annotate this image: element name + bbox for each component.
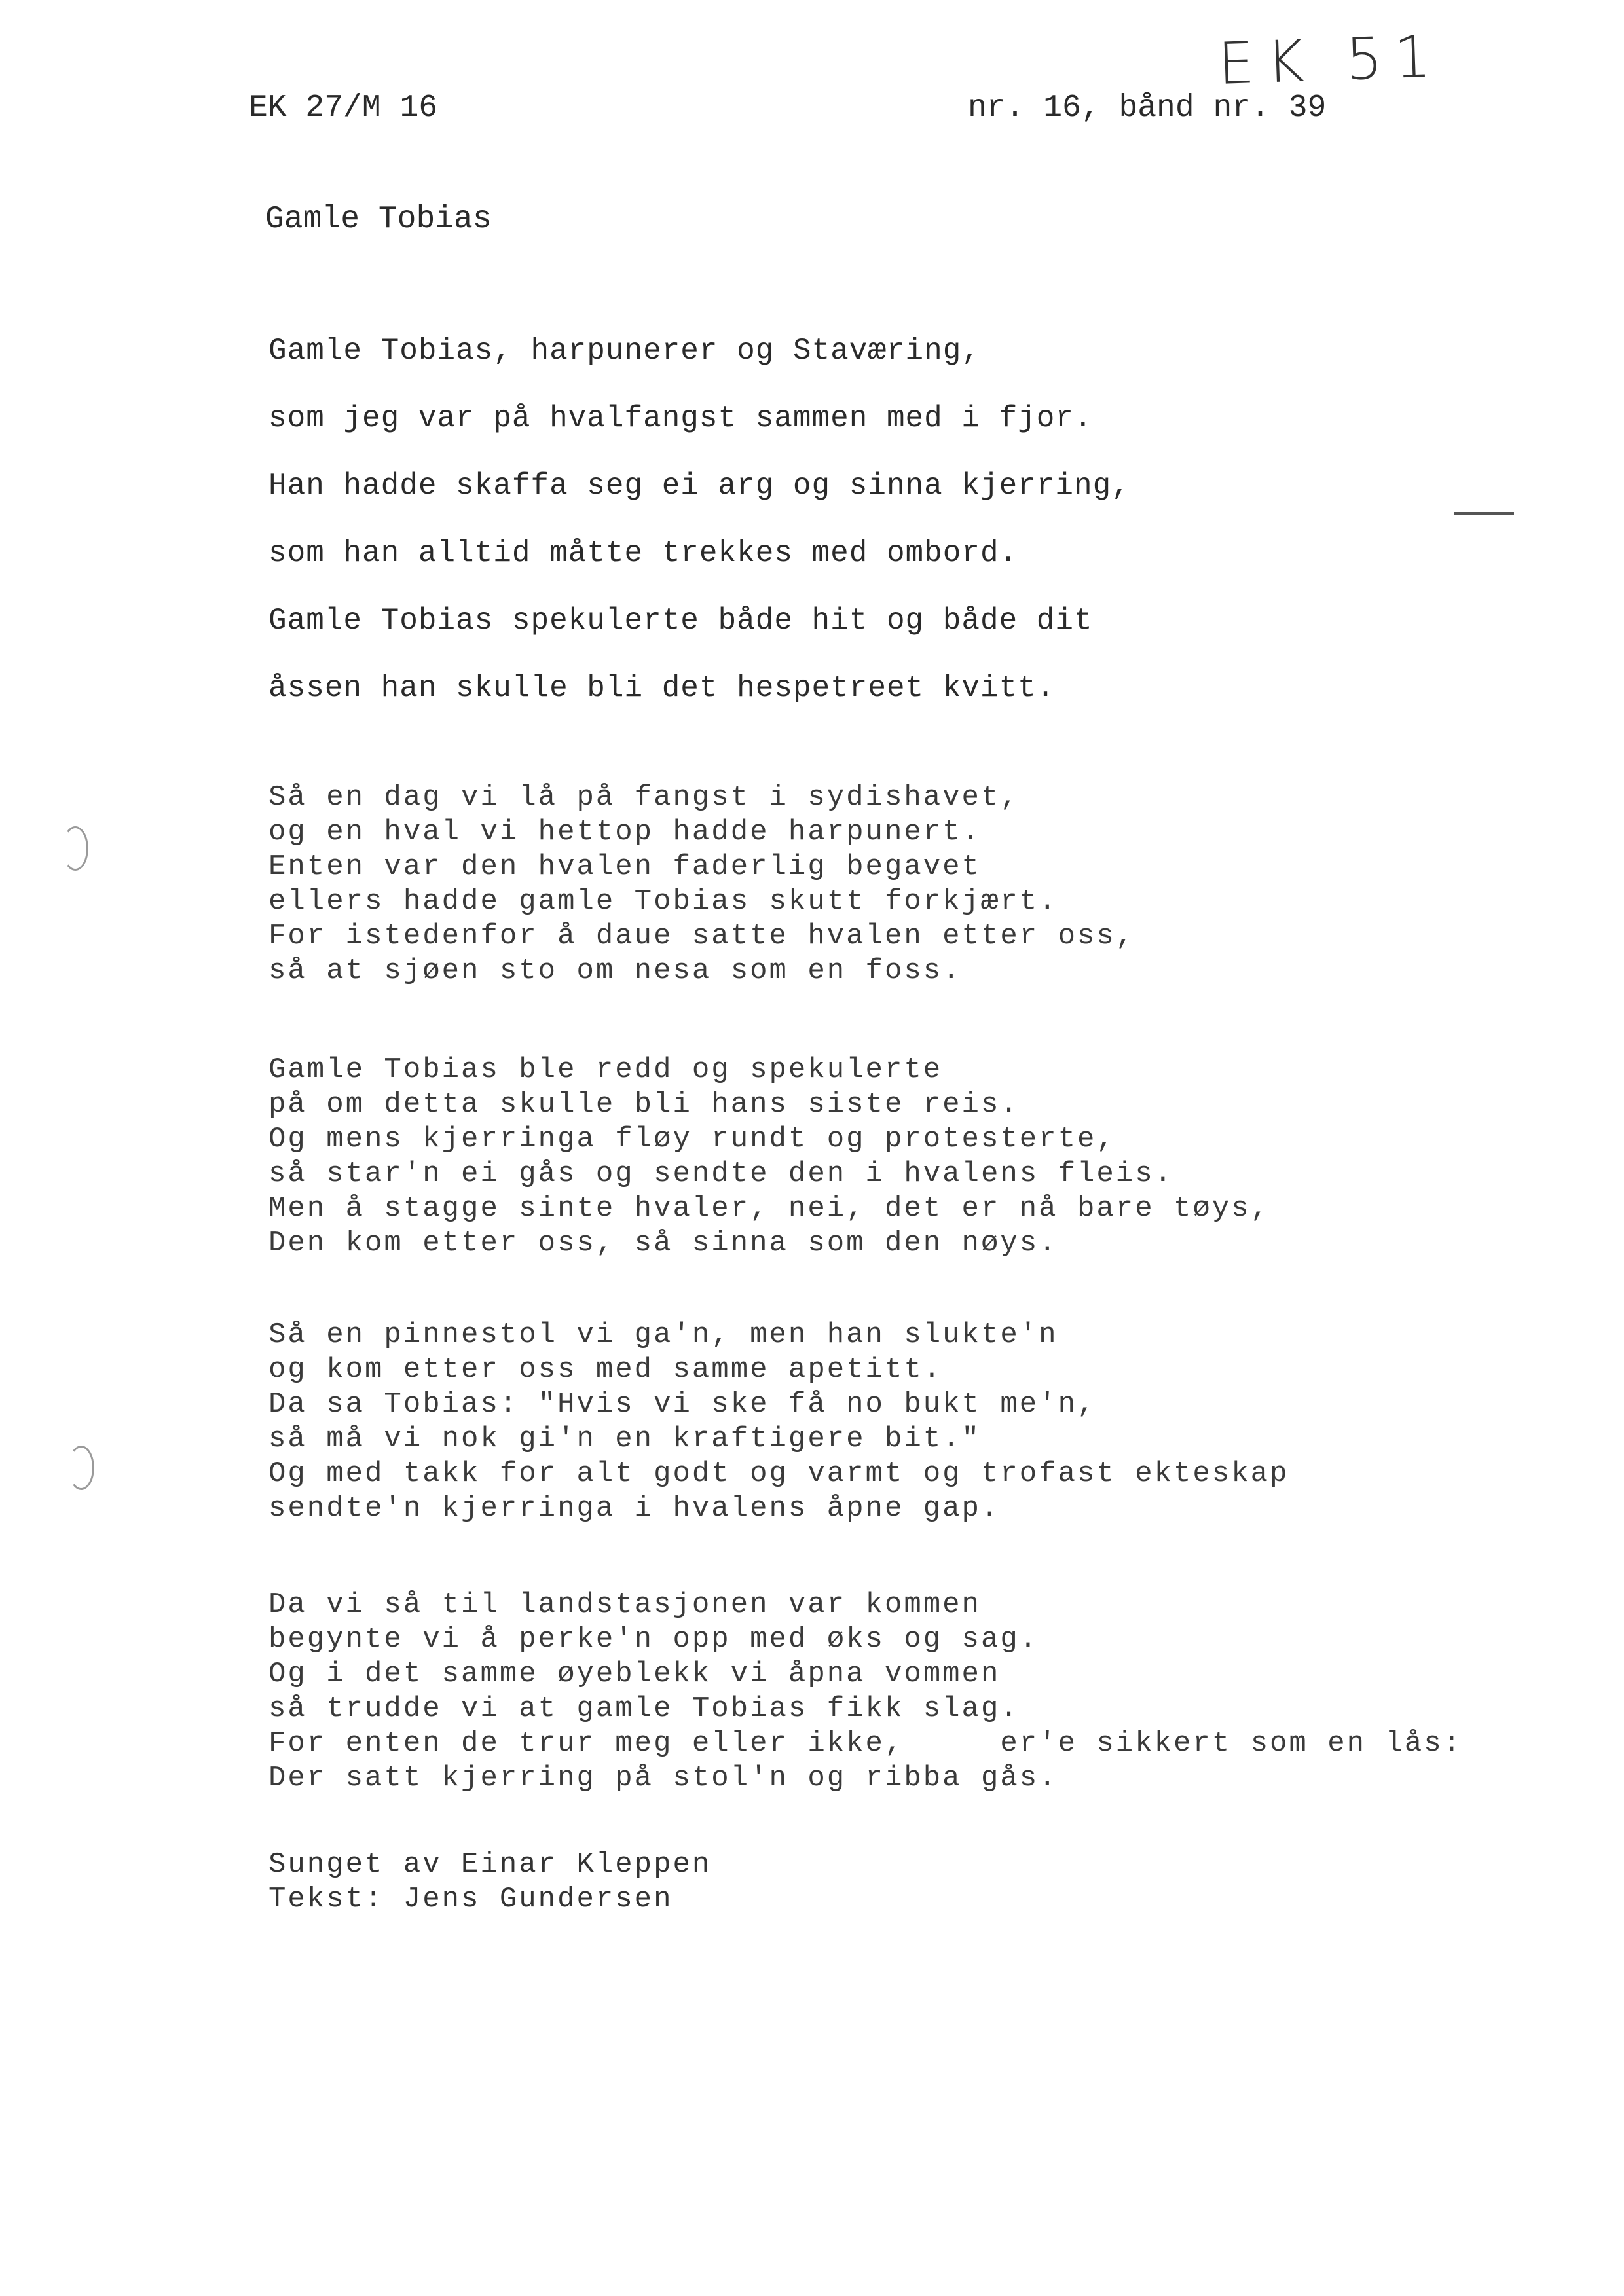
verse-line: åssen han skulle bli det hespetreet kvitt. — [268, 671, 1056, 705]
verse-line: sendte'n kjerringa i hvalens åpne gap. — [268, 1492, 1001, 1525]
archive-code: EK 27/M 16 — [249, 90, 438, 126]
sung-by: Sunget av Einar Kleppen — [268, 1848, 712, 1881]
margin-dash-mark — [1454, 512, 1514, 515]
verse-line: så star'n ei gås og sendte den i hvalens fleis. — [268, 1157, 1174, 1190]
verse-line: Gamle Tobias spekulerte både hit og både dit — [268, 604, 1093, 638]
verse-line: Og i det samme øyeblekk vi åpna vommen — [268, 1658, 1001, 1690]
verse-line: Da vi så til landstasjonen var kommen — [268, 1588, 981, 1621]
stanza-2 — [268, 780, 1135, 989]
stanza-5 — [268, 1588, 1462, 1796]
verse-line: så trudde vi at gamle Tobias fikk slag. — [268, 1692, 1020, 1725]
credits — [268, 1848, 711, 1917]
verse-line: på om detta skulle bli hans siste reis. — [268, 1088, 1020, 1121]
punch-hole-mark — [68, 1446, 94, 1490]
verse-line: som jeg var på hvalfangst sammen med i fjor. — [268, 401, 1093, 435]
verse-line: For istedenfor å daue satte hvalen etter oss, — [268, 920, 1135, 953]
verse-line: Enten var den hvalen faderlig begavet — [268, 850, 981, 883]
verse-line: Gamle Tobias ble redd og spekulerte — [268, 1053, 943, 1086]
recording-number: nr. 16, bånd nr. 39 — [968, 90, 1327, 126]
verse-line: Den kom etter oss, så sinna som den nøys. — [268, 1227, 1058, 1260]
verse-line: Der satt kjerring på stol'n og ribba gås. — [268, 1762, 1058, 1795]
verse-line: Da sa Tobias: "Hvis vi ske få no bukt me'n, — [268, 1388, 1097, 1421]
song-title: Gamle Tobias — [265, 202, 492, 237]
verse-line: så må vi nok gi'n en kraftigere bit." — [268, 1423, 981, 1455]
verse-line: begynte vi å perke'n opp med øks og sag. — [268, 1623, 1039, 1656]
punch-hole-mark — [62, 826, 88, 871]
verse-line: og en hval vi hettop hadde harpunert. — [268, 816, 981, 848]
lyrics-by: Tekst: Jens Gundersen — [268, 1883, 673, 1916]
verse-line: Og med takk for alt godt og varmt og trofast ekteskap — [268, 1457, 1289, 1490]
stanza-1 — [268, 318, 1130, 722]
verse-line: ellers hadde gamle Tobias skutt forkjært. — [268, 885, 1058, 918]
verse-line: så at sjøen sto om nesa som en foss. — [268, 955, 962, 987]
verse-line: Han hadde skaffa seg ei arg og sinna kjerring, — [268, 469, 1130, 503]
verse-line: Så en pinnestol vi ga'n, men han slukte'n — [268, 1319, 1058, 1351]
verse-line: Men å stagge sinte hvaler, nei, det er nå bare tøys, — [268, 1192, 1270, 1225]
verse-line: Så en dag vi lå på fangst i sydishavet, — [268, 781, 1020, 814]
verse-line: Gamle Tobias, harpunerer og Staværing, — [268, 334, 980, 368]
verse-line: For enten de trur meg eller ikke, er'e sikkert som en lås: — [268, 1727, 1463, 1760]
stanza-3 — [268, 1053, 1270, 1261]
verse-line: som han alltid måtte trekkes med ombord. — [268, 536, 1018, 570]
stanza-4 — [268, 1318, 1289, 1526]
verse-line: og kom etter oss med samme apetitt. — [268, 1353, 943, 1386]
handwritten-archive-ref: EK 51 — [1217, 22, 1444, 98]
verse-line: Og mens kjerringa fløy rundt og protesterte, — [268, 1123, 1116, 1156]
